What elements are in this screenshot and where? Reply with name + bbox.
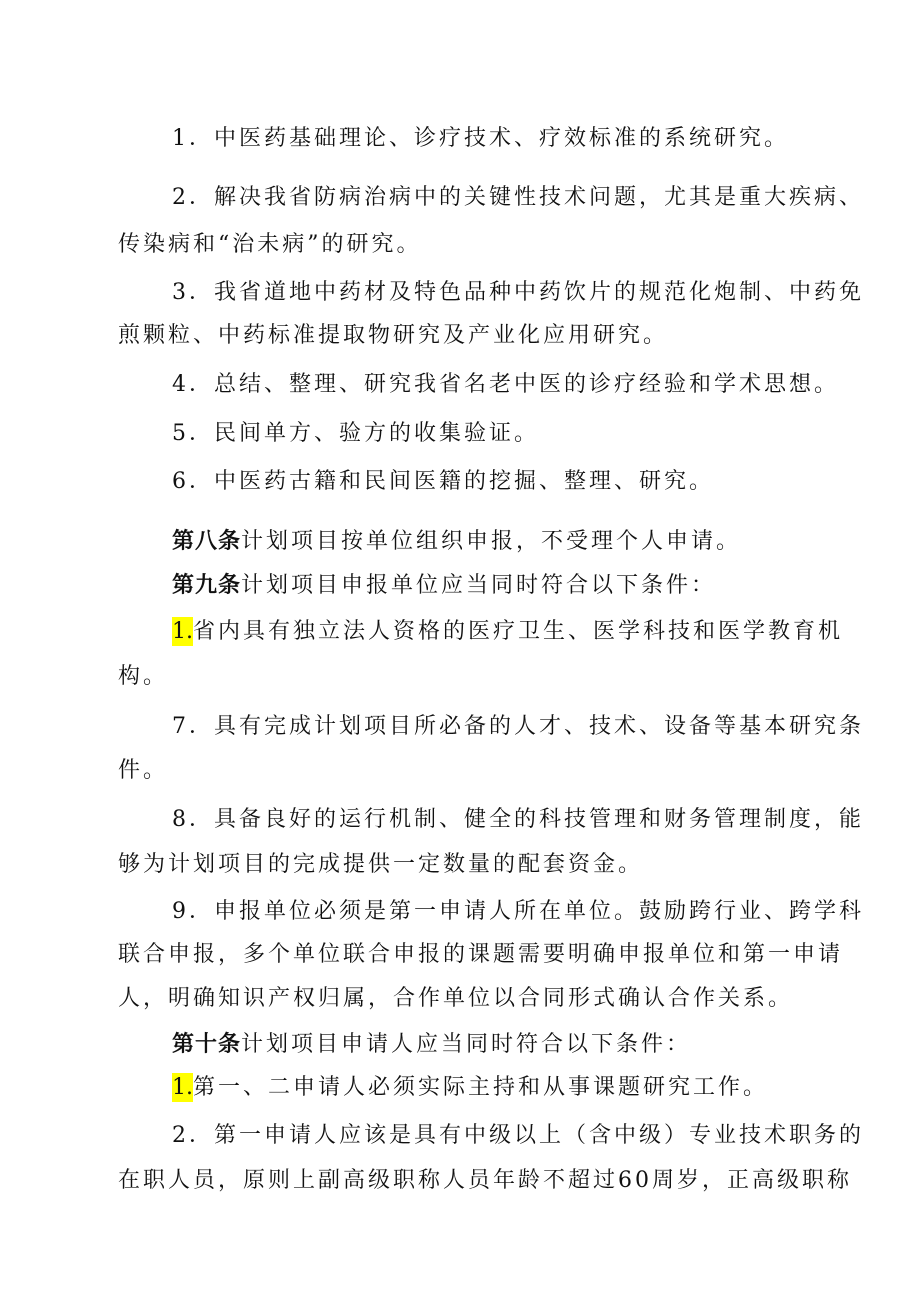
article-9-item-1-line-2: 构。 [118, 664, 169, 689]
article-10-item-1 [172, 1073, 768, 1103]
item-7-line-1: 7．具有完成计划项目所必备的人才、技术、设备等基本研究条 [172, 714, 864, 739]
article-9-text: 计划项目申报单位应当同时符合以下条件： [241, 573, 717, 598]
item-5: 5．民间单方、验方的收集验证。 [172, 421, 539, 446]
article-9-item-1-line-1 [172, 617, 843, 647]
item-9-line-2: 联合申报，多个单位联合申报的课题需要明确申报单位和第一申请 [118, 942, 844, 967]
item-2-line-1: 2．解决我省防病治病中的关键性技术问题，尤其是重大疾病、 [172, 185, 864, 210]
item-7-line-2: 件。 [118, 758, 169, 783]
article-10-item-1-text: 第一、二申请人必须实际主持和从事课题研究工作。 [193, 1075, 769, 1100]
article-10 [172, 1029, 691, 1060]
article-10-heading: 第十条 [172, 1031, 242, 1057]
item-9-line-3: 人，明确知识产权归属，合作单位以合同形式确认合作关系。 [118, 986, 794, 1011]
article-10-item-2-line-2: 在职人员，原则上副高级职称人员年龄不超过60周岁，正高级职称 [118, 1168, 852, 1193]
item-3-line-2: 煎颗粒、中药标准提取物研究及产业化应用研究。 [118, 323, 669, 348]
article-10-text: 计划项目申请人应当同时符合以下条件： [241, 1032, 692, 1057]
highlighted-number: 1. [172, 1075, 193, 1100]
item-8-line-2: 够为计划项目的完成提供一定数量的配套资金。 [118, 852, 644, 877]
item-3-line-1: 3．我省道地中药材及特色品种中药饮片的规范化炮制、中药免 [172, 280, 864, 305]
article-8-heading: 第八条 [172, 528, 242, 554]
highlighted-number: 1. [172, 619, 193, 644]
article-9-item-1-text: 省内具有独立法人资格的医疗卫生、医学科技和医学教育机 [193, 619, 844, 644]
article-8 [172, 526, 741, 557]
article-9-heading: 第九条 [172, 572, 242, 598]
article-8-text: 计划项目按单位组织申报，不受理个人申请。 [241, 529, 742, 554]
item-2-line-2: 传染病和“治未病”的研究。 [118, 232, 422, 257]
item-4: 4．总结、整理、研究我省名老中医的诊疗经验和学术思想。 [172, 372, 839, 397]
article-10-item-2-line-1: 2．第一申请人应该是具有中级以上（含中级）专业技术职务的 [172, 1123, 864, 1148]
item-1-basic-theory: 1．中医药基础理论、诊疗技术、疗效标准的系统研究。 [172, 126, 789, 151]
item-6: 6．中医药古籍和民间医籍的挖掘、整理、研究。 [172, 469, 714, 494]
item-8-line-1: 8．具备良好的运行机制、健全的科技管理和财务管理制度，能 [172, 807, 864, 832]
article-9 [172, 570, 716, 601]
item-9-line-1: 9．申报单位必须是第一申请人所在单位。鼓励跨行业、跨学科 [172, 899, 864, 924]
